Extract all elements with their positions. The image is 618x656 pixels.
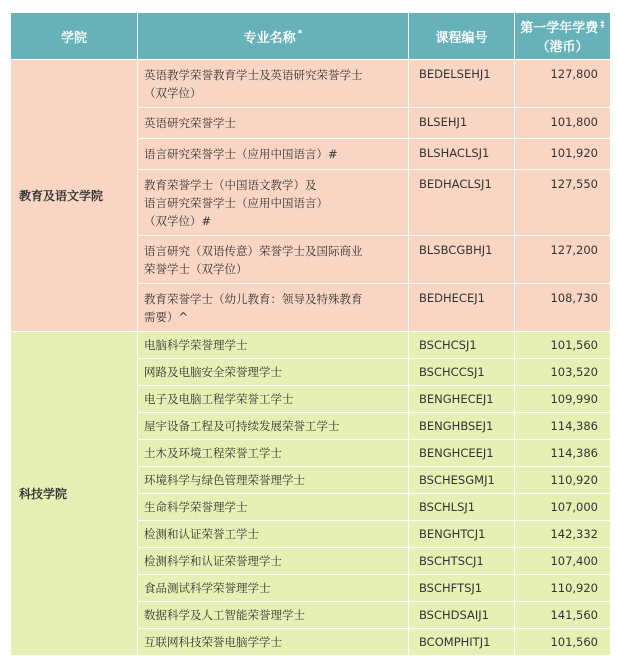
code-cell: BENGHECEJ1	[409, 386, 515, 413]
table-row	[11, 332, 611, 359]
code-cell: BEDELSEHJ1	[409, 60, 515, 108]
code-cell: BSCHDSAIJ1	[409, 602, 515, 629]
major-cell: 语言研究荣誉学士（应用中国语言）#	[138, 139, 409, 170]
fee-cell: 127,800	[515, 60, 611, 108]
fee-cell: 107,000	[515, 494, 611, 521]
school-cell-education: 教育及语文学院	[11, 60, 138, 332]
header-school: 学院	[11, 13, 138, 60]
code-cell: BSCHESGMJ1	[409, 467, 515, 494]
header-fee-mark: ‡	[600, 19, 605, 30]
major-cell: 教育荣誉学士（中国语文教学）及 语言研究荣誉学士（应用中国语言） （双学位）#	[138, 170, 409, 236]
fee-cell: 109,990	[515, 386, 611, 413]
major-cell: 教育荣誉学士（幼儿教育：领导及特殊教育 需要）^	[138, 284, 409, 332]
major-cell: 互联网科技荣誉电脑学学士	[138, 629, 409, 656]
major-cell: 数据科学及人工智能荣誉理学士	[138, 602, 409, 629]
code-cell: BSCHCSJ1	[409, 332, 515, 359]
major-cell: 电脑科学荣誉理学士	[138, 332, 409, 359]
code-cell: BENGHBSEJ1	[409, 413, 515, 440]
fee-cell: 101,800	[515, 108, 611, 139]
major-cell: 检测科学和认证荣誉理学士	[138, 548, 409, 575]
fee-cell: 101,560	[515, 332, 611, 359]
code-cell: BENGHCEEJ1	[409, 440, 515, 467]
fee-cell: 127,550	[515, 170, 611, 236]
code-cell: BCOMPHITJ1	[409, 629, 515, 656]
fee-cell: 108,730	[515, 284, 611, 332]
code-cell: BENGHTCJ1	[409, 521, 515, 548]
fee-cell: 142,332	[515, 521, 611, 548]
fee-cell: 101,920	[515, 139, 611, 170]
fee-cell: 114,386	[515, 413, 611, 440]
fee-cell: 110,920	[515, 467, 611, 494]
major-cell: 环境科学与绿色管理荣誉理学士	[138, 467, 409, 494]
major-cell: 屋宇设备工程及可持续发展荣誉工学士	[138, 413, 409, 440]
major-cell: 语言研究（双语传意）荣誉学士及国际商业 荣誉学士（双学位）	[138, 236, 409, 284]
code-cell: BSCHCCSJ1	[409, 359, 515, 386]
major-cell: 电子及电脑工程学荣誉工学士	[138, 386, 409, 413]
code-cell: BSCHFTSJ1	[409, 575, 515, 602]
code-cell: BLSEHJ1	[409, 108, 515, 139]
fee-cell: 101,560	[515, 629, 611, 656]
school-cell-science: 科技学院	[11, 332, 138, 656]
table-header-row	[11, 13, 611, 60]
major-cell: 生命科学荣誉理学士	[138, 494, 409, 521]
programme-fee-table-container	[10, 12, 610, 656]
table-row	[11, 60, 611, 108]
fee-cell: 114,386	[515, 440, 611, 467]
major-cell: 英语研究荣誉学士	[138, 108, 409, 139]
code-cell: BSCHTSCJ1	[409, 548, 515, 575]
code-cell: BEDHACLSJ1	[409, 170, 515, 236]
fee-cell: 107,400	[515, 548, 611, 575]
header-fee: 第一学年学费 ‡ （港币）	[515, 13, 611, 60]
major-cell: 网路及电脑安全荣誉理学士	[138, 359, 409, 386]
code-cell: BEDHECEJ1	[409, 284, 515, 332]
fee-cell: 110,920	[515, 575, 611, 602]
header-code: 课程编号	[409, 13, 515, 60]
fee-cell: 127,200	[515, 236, 611, 284]
major-cell: 土木及环境工程荣誉工学士	[138, 440, 409, 467]
header-major: 专业名称 *	[138, 13, 409, 60]
code-cell: BLSBCGBHJ1	[409, 236, 515, 284]
fee-cell: 141,560	[515, 602, 611, 629]
major-cell: 英语教学荣誉教育学士及英语研究荣誉学士 （双学位）	[138, 60, 409, 108]
header-major-mark: *	[297, 29, 303, 40]
code-cell: BSCHLSJ1	[409, 494, 515, 521]
fee-cell: 103,520	[515, 359, 611, 386]
programme-fee-table	[10, 12, 611, 656]
code-cell: BLSHACLSJ1	[409, 139, 515, 170]
major-cell: 食品测试科学荣誉理学士	[138, 575, 409, 602]
major-cell: 检测和认证荣誉工学士	[138, 521, 409, 548]
